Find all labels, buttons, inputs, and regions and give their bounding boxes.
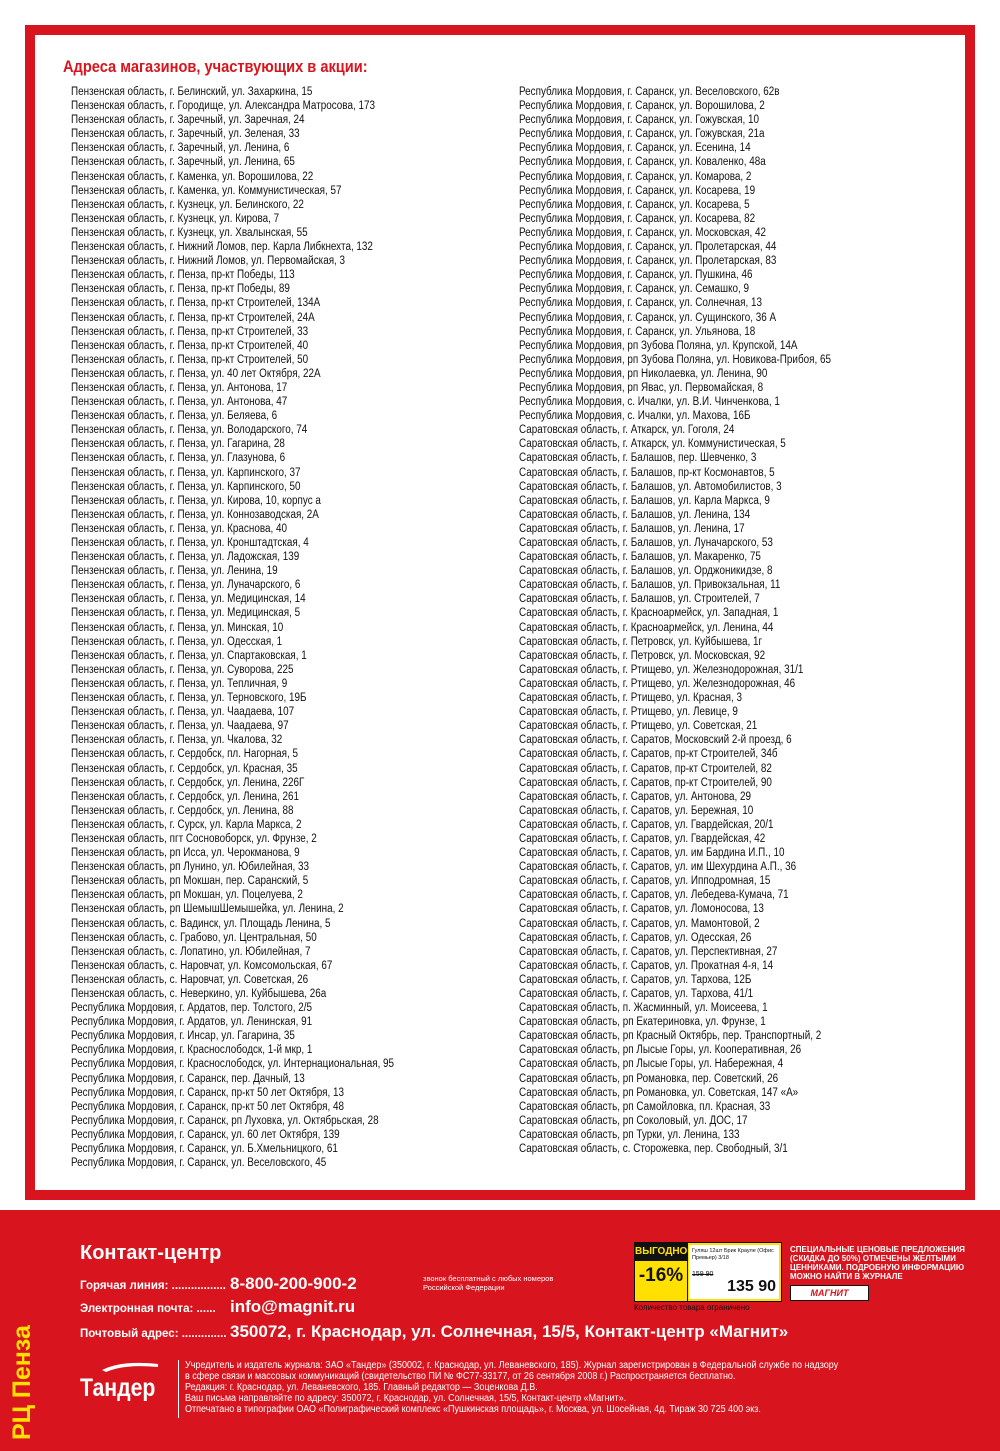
address-item: Пензенская область, г. Пенза, пр-кт Строителей, 33 [71, 325, 309, 338]
address-item: Пензенская область, г. Заречный, ул. Ленина, 65 [71, 156, 295, 169]
address-item: Пензенская область, г. Пенза, ул. Глазунова, 6 [71, 452, 286, 465]
address-item: Пензенская область, г. Пенза, ул. 40 лет Октября, 22А [71, 367, 321, 380]
address-item: Республика Мордовия, г. Ардатов, пер. Толстого, 2/5 [71, 1002, 313, 1015]
address-item: Пензенская область, г. Каменка, ул. Коммунистическая, 57 [71, 184, 342, 197]
address-item: Пензенская область, г. Сердобск, пл. Нагорная, 5 [71, 748, 299, 761]
address-item: Саратовская область, г. Саратов, Московский 2-й проезд, 6 [519, 734, 792, 747]
address-item: Пензенская область, г. Пенза, ул. Тепличная, 9 [71, 677, 288, 690]
address-item: Республика Мордовия, рп Зубова Поляна, ул. Новикова-Прибоя, 65 [519, 353, 831, 366]
promo-badge [635, 1243, 688, 1301]
address-item: Саратовская область, рп Романовка, ул. Советская, 147 «А» [519, 1086, 799, 1099]
address-item: Пензенская область, г. Городище, ул. Александра Матросова, 173 [71, 100, 375, 113]
address-item: Саратовская область, г. Саратов, ул. Тархова, 41/1 [519, 988, 754, 1000]
address-list-left [71, 85, 447, 1170]
special-offers [790, 1245, 970, 1281]
address-item: Республика Мордовия, г. Саранск, пр-кт 50 лет Октября, 48 [71, 1100, 344, 1113]
address-item: Саратовская область, г. Саратов, ул. Лебедева-Кумача, 71 [519, 889, 789, 902]
address-item: Пензенская область, с. Неверкино, ул. Куйбышева, 26а [71, 988, 327, 1000]
address-item: Саратовская область, г. Саратов, пр-кт Строителей, 90 [519, 776, 772, 789]
address-item: Республика Мордовия, г. Саранск, пер. Дачный, 13 [71, 1072, 305, 1085]
address-item: Саратовская область, г. Ртищево, ул. Левице, 9 [519, 706, 738, 719]
footer [0, 1210, 1000, 1451]
address-item: Пензенская область, г. Каменка, ул. Ворошилова, 22 [71, 170, 314, 183]
footer-divider [178, 1360, 179, 1418]
promo-discount: -16% [638, 1265, 684, 1286]
address-item: Саратовская область, г. Саратов, ул. Тархова, 12Б [519, 973, 752, 986]
address-item: Саратовская область, г. Ртищево, ул. Железнодорожная, 46 [519, 677, 796, 690]
address-item: Пензенская область, г. Пенза, ул. Беляева, 6 [71, 410, 278, 423]
address-item: Саратовская область, г. Саратов, ул. Гвардейская, 42 [519, 832, 766, 845]
address-item: Республика Мордовия, г. Саранск, ул. Пролетарская, 83 [519, 255, 777, 268]
address-item: Пензенская область, г. Кузнецк, ул. Кирова, 7 [71, 212, 280, 225]
address-item: Саратовская область, рп Самойловка, пл. Красная, 33 [519, 1100, 771, 1113]
address-item: Пензенская область, г. Сердобск, ул. Ленина, 261 [71, 790, 300, 803]
address-item: Саратовская область, г. Саратов, ул. Перспективная, 27 [519, 945, 778, 958]
address-item: Пензенская область, г. Пенза, ул. Чаадаева, 97 [71, 720, 289, 733]
hotline-row [80, 1274, 357, 1294]
address-item: Пензенская область, г. Заречный, ул. Зеленая, 33 [71, 128, 300, 141]
address-item: Саратовская область, рп Лысые Горы, ул. Кооперативная, 26 [519, 1044, 802, 1057]
address-item: Пензенская область, г. Пенза, ул. Ленина, 19 [71, 565, 278, 578]
special-offers-text: СПЕЦИАЛЬНЫЕ ЦЕНОВЫЕ ПРЕДЛОЖЕНИЯ (СКИДКА ДО 50%) ОТМЕЧЕНЫ ЖЕЛТЫМИ ЦЕННИКАМИ. ПОДРОБНУЮ ИНФОРМАЦИЮ МОЖНО НАЙТИ В ЖУРНАЛЕ [790, 1245, 965, 1281]
address-item: Республика Мордовия, г. Саранск, ул. Солнечная, 13 [519, 297, 763, 310]
address-item: Пензенская область, г. Пенза, ул. Кронштадтская, 4 [71, 537, 309, 549]
address-item: Пензенская область, г. Заречный, ул. Заречная, 24 [71, 114, 305, 127]
email-row [80, 1297, 355, 1317]
address-item: Саратовская область, г. Ртищево, ул. Железнодорожная, 31/1 [519, 663, 804, 676]
address-item: Пензенская область, г. Кузнецк, ул. Хвалынская, 55 [71, 226, 308, 239]
promo-note: Количество товара ограничено [634, 1303, 750, 1312]
address-item: Республика Мордовия, г. Саранск, рп Луховка, ул. Октябрьская, 28 [71, 1114, 379, 1127]
address-item: Саратовская область, г. Ртищево, ул. Красная, 3 [519, 692, 743, 705]
address-item: Республика Мордовия, г. Саранск, ул. Ворошилова, 2 [519, 100, 765, 113]
address-item: Пензенская область, рп Исса, ул. Черокманова, 9 [71, 847, 300, 860]
address-item: Саратовская область, г. Ртищево, ул. Советская, 21 [519, 720, 758, 733]
address-item: Пензенская область, г. Пенза, ул. Антонова, 17 [71, 381, 288, 394]
address-item: Пензенская область, г. Заречный, ул. Ленина, 6 [71, 142, 290, 155]
address-item: Саратовская область, г. Балашов, ул. Луначарского, 53 [519, 537, 773, 549]
address-item: Саратовская область, г. Аткарск, ул. Коммунистическая, 5 [519, 438, 786, 451]
address-item: Саратовская область, г. Саратов, ул. Прокатная 4-я, 14 [519, 959, 774, 972]
address-item: Пензенская область, г. Пенза, ул. Ладожская, 139 [71, 551, 300, 564]
address-item: Республика Мордовия, г. Саранск, ул. 60 лет Октября, 139 [71, 1128, 340, 1141]
address-item: Республика Мордовия, рп Явас, ул. Первомайская, 8 [519, 381, 764, 394]
address-item: Саратовская область, г. Саратов, ул. им Бардина И.П., 10 [519, 847, 785, 860]
address-item: Республика Мордовия, г. Саранск, ул. Ульянова, 18 [519, 325, 756, 338]
address-item: Республика Мордовия, г. Саранск, ул. Косарева, 82 [519, 212, 756, 225]
address-item: Пензенская область, г. Пенза, ул. Медицинская, 14 [71, 593, 306, 606]
imprint [185, 1360, 887, 1415]
address-item: Саратовская область, рп Романовка, пер. Советский, 26 [519, 1072, 779, 1085]
email-label: Электронная почта: ...... [80, 1303, 216, 1315]
address-item: Республика Мордовия, г. Саранск, ул. Б.Хмельницкого, 61 [71, 1143, 338, 1156]
address-item: Пензенская область, г. Пенза, пр-кт Победы, 89 [71, 283, 290, 296]
address-item: Пензенская область, г. Пенза, ул. Кирова, 10, корпус а [71, 494, 321, 507]
address-item: Пензенская область, г. Пенза, ул. Карпинского, 50 [71, 480, 301, 493]
address-item: Республика Мордовия, г. Саранск, пр-кт 50 лет Октября, 13 [71, 1086, 344, 1099]
address-item: Пензенская область, г. Пенза, ул. Володарского, 74 [71, 424, 308, 437]
address-item: Пензенская область, пгт Сосновоборск, ул. Фрунзе, 2 [71, 832, 317, 845]
email-link[interactable]: info@magnit.ru [230, 1297, 356, 1316]
postal-label: Почтовый адрес: .............. [80, 1328, 227, 1340]
address-item: Саратовская область, г. Балашов, пер. Шевченко, 3 [519, 452, 757, 465]
address-item: Республика Мордовия, г. Саранск, ул. Московская, 42 [519, 226, 766, 239]
address-item: Саратовская область, г. Красноармейск, ул. Западная, 1 [519, 607, 779, 620]
address-item: Республика Мордовия, г. Краснослободск, ул. Интернациональная, 95 [71, 1058, 395, 1071]
address-item: Саратовская область, г. Саратов, ул. Бережная, 10 [519, 804, 754, 817]
promo-badge-label: ВЫГОДНО [635, 1243, 687, 1261]
address-item: Пензенская область, г. Пенза, пр-кт Победы, 113 [71, 269, 295, 282]
address-item: Республика Мордовия, г. Саранск, ул. Косарева, 19 [519, 184, 756, 197]
address-item: Республика Мордовия, г. Саранск, ул. Гожувская, 10 [519, 114, 759, 127]
imprint-line: Отпечатано в типографии ОАО «Полиграфический комплекс «Пушкинская площадь», г. Москва, ул. Шосейная, 4д. Тираж 30 725 400 экз. [185, 1404, 761, 1415]
address-item: Пензенская область, г. Пенза, ул. Коннозаводская, 2А [71, 508, 319, 521]
address-item: Пензенская область, г. Пенза, ул. Карпинского, 37 [71, 466, 301, 479]
address-item: Республика Мордовия, г. Краснослободск, 1-й мкр, 1 [71, 1044, 313, 1057]
promo-tag-body [689, 1245, 779, 1299]
hotline-note: звонок бесплатный с любых номеров Российской Федерации [423, 1274, 554, 1292]
address-item: Саратовская область, г. Саратов, пр-кт Строителей, 34б [519, 748, 778, 761]
address-item: Республика Мордовия, рп Зубова Поляна, ул. Крупской, 14А [519, 339, 798, 352]
address-item: Пензенская область, с. Наровчат, ул. Советская, 26 [71, 973, 309, 986]
red-border-frame [25, 25, 975, 1200]
address-item: Пензенская область, рп Мокшан, ул. Поцелуева, 2 [71, 889, 303, 902]
address-item: Пензенская область, г. Сердобск, ул. Красная, 35 [71, 762, 298, 775]
address-list-right [519, 85, 882, 1156]
address-item: Пензенская область, рп Мокшан, пер. Саранский, 5 [71, 875, 309, 888]
address-item: Саратовская область, г. Саратов, ул. Гвардейская, 20/1 [519, 818, 774, 831]
address-item: Пензенская область, г. Нижний Ломов, ул. Первомайская, 3 [71, 255, 346, 268]
address-item: Саратовская область, г. Балашов, ул. Карла Маркса, 9 [519, 494, 770, 507]
address-item: Саратовская область, г. Балашов, ул. Ленина, 134 [519, 508, 751, 521]
address-item: Пензенская область, с. Грабово, ул. Центральная, 50 [71, 931, 317, 944]
tander-logo-text: Тандер [80, 1374, 156, 1402]
address-item: Пензенская область, г. Пенза, ул. Луначарского, 6 [71, 579, 301, 592]
address-item: Саратовская область, г. Балашов, ул. Орджоникидзе, 8 [519, 565, 773, 578]
hotline-phone[interactable]: 8-800-200-900-2 [230, 1274, 357, 1293]
address-item: Республика Мордовия, г. Саранск, ул. Гожувская, 21а [519, 128, 765, 141]
address-item: Саратовская область, г. Красноармейск, ул. Ленина, 44 [519, 621, 774, 634]
address-item: Саратовская область, с. Сторожевка, пер. Свободный, 3/1 [519, 1143, 788, 1156]
address-item: Саратовская область, г. Балашов, ул. Привокзальная, 11 [519, 579, 781, 592]
address-item: Саратовская область, г. Балашов, ул. Строителей, 7 [519, 593, 760, 606]
address-item: Саратовская область, рп Турки, ул. Ленина, 133 [519, 1128, 740, 1141]
address-item: Республика Мордовия, г. Саранск, ул. Есенина, 14 [519, 142, 751, 155]
address-item: Республика Мордовия, г. Саранск, ул. Косарева, 5 [519, 198, 750, 211]
imprint-line: Редакция: г. Краснодар, ул. Леваневского, 185. Главный редактор — Зоценкова Д.В. [185, 1382, 538, 1393]
address-item: Пензенская область, г. Пенза, ул. Гагарина, 28 [71, 438, 285, 451]
address-item: Пензенская область, г. Белинский, ул. Захаркина, 15 [71, 86, 313, 98]
address-item: Пензенская область, г. Сурск, ул. Карла Маркса, 2 [71, 818, 302, 831]
address-item: Пензенская область, г. Пенза, пр-кт Строителей, 134А [71, 297, 321, 310]
address-item: Саратовская область, г. Балашов, ул. Макаренко, 75 [519, 551, 761, 564]
address-item: Саратовская область, г. Саратов, ул. Мамонтовой, 2 [519, 917, 760, 930]
address-item: Пензенская область, с. Наровчат, ул. Комсомольская, 67 [71, 959, 333, 972]
address-item: Саратовская область, г. Саратов, ул. Ломоносова, 13 [519, 903, 764, 916]
address-item: Пензенская область, г. Пенза, пр-кт Строителей, 40 [71, 339, 309, 352]
address-item: Саратовская область, г. Саратов, ул. Одесская, 26 [519, 931, 752, 944]
address-item: Пензенская область, г. Кузнецк, ул. Белинского, 22 [71, 198, 304, 211]
imprint-line: Ваш письма направляйте по адресу: 350072, г. Краснодар, ул. Солнечная, 15/5, Контакт-центр «Магнит». [185, 1393, 627, 1404]
address-item: Республика Мордовия, г. Саранск, ул. Пролетарская, 44 [519, 241, 777, 254]
address-panel [35, 35, 965, 1190]
imprint-line: в сфере связи и массовых коммуникаций (свидетельство ПИ № ФС77-33177, от 26 сентября 2008 г.) Распространяется бесплатно. [185, 1371, 736, 1382]
address-item: Пензенская область, рп ШемышШемышейка, ул. Ленина, 2 [71, 903, 344, 916]
address-item: Саратовская область, рп Екатериновка, ул. Фрунзе, 1 [519, 1016, 766, 1029]
address-item: Республика Мордовия, г. Саранск, ул. Комарова, 2 [519, 170, 752, 183]
address-item: Саратовская область, рп Красный Октябрь, пер. Транспортный, 2 [519, 1030, 822, 1043]
address-item: Пензенская область, г. Пенза, ул. Антонова, 47 [71, 396, 288, 409]
address-item: Пензенская область, г. Сердобск, ул. Ленина, 88 [71, 804, 294, 817]
promo-price-tag [634, 1242, 782, 1302]
address-item: Пензенская область, г. Пенза, ул. Чкалова, 32 [71, 734, 283, 747]
address-item: Пензенская область, г. Пенза, ул. Чаадаева, 107 [71, 706, 295, 719]
promo-old-price: 159 90 [692, 1271, 714, 1278]
address-item: Республика Мордовия, с. Ичалки, ул. В.И. Чинченкова, 1 [519, 396, 780, 409]
address-item: Саратовская область, г. Саратов, ул. им Шехурдина А.П., 36 [519, 861, 797, 874]
address-item: Пензенская область, с. Вадинск, ул. Площадь Ленина, 5 [71, 917, 331, 930]
address-item: Республика Мордовия, г. Саранск, ул. Веселовского, 45 [71, 1157, 327, 1170]
address-item: Республика Мордовия, г. Саранск, ул. Семашко, 9 [519, 283, 750, 296]
address-item: Саратовская область, г. Балашов, пр-кт Космонавтов, 5 [519, 466, 775, 479]
address-item: Саратовская область, п. Жасминный, ул. Моисеева, 1 [519, 1002, 768, 1015]
address-item: Саратовская область, г. Балашов, ул. Ленина, 17 [519, 522, 745, 535]
address-item: Саратовская область, г. Саратов, ул. Ипподромная, 15 [519, 875, 771, 888]
address-item: Республика Мордовия, рп Николаевка, ул. Ленина, 90 [519, 367, 768, 380]
address-item: Пензенская область, г. Пенза, ул. Терновского, 19Б [71, 692, 307, 705]
address-item: Саратовская область, г. Саратов, ул. Антонова, 29 [519, 790, 751, 803]
address-item: Пензенская область, г. Пенза, пр-кт Строителей, 50 [71, 353, 309, 366]
magnit-logo: МАГНИТ [790, 1285, 869, 1301]
address-item: Пензенская область, г. Пенза, ул. Минская, 10 [71, 621, 284, 634]
address-item: Пензенская область, с. Лопатино, ул. Юбилейная, 7 [71, 945, 311, 958]
contact-center-title: Контакт-центр [80, 1242, 222, 1264]
address-item: Пензенская область, г. Сердобск, ул. Ленина, 226Г [71, 776, 305, 789]
address-item: Пензенская область, г. Пенза, пр-кт Строителей, 24А [71, 311, 315, 324]
address-item: Пензенская область, г. Пенза, ул. Суворова, 225 [71, 663, 294, 676]
address-item: Саратовская область, г. Петровск, ул. Куйбышева, 1г [519, 635, 763, 648]
page-title: Адреса магазинов, участвующих в акции: [63, 57, 368, 76]
address-item: Пензенская область, г. Пенза, ул. Одесская, 1 [71, 635, 283, 648]
address-item: Саратовская область, рп Лысые Горы, ул. Набережная, 4 [519, 1058, 784, 1071]
address-item: Республика Мордовия, с. Ичалки, ул. Махова, 16Б [519, 410, 751, 423]
address-item: Республика Мордовия, г. Саранск, ул. Сущинского, 36 А [519, 311, 777, 324]
hotline-label: Горячая линия: ................. [80, 1280, 226, 1292]
region-label: РЦ Пенза [8, 1325, 36, 1440]
address-item: Республика Мордовия, г. Ардатов, ул. Ленинская, 91 [71, 1016, 313, 1029]
address-item: Республика Мордовия, г. Саранск, ул. Веселовского, 62в [519, 86, 780, 98]
address-item: Республика Мордовия, г. Инсар, ул. Гагарина, 35 [71, 1030, 295, 1043]
postal-address: 350072, г. Краснодар, ул. Солнечная, 15/5, Контакт-центр «Магнит» [230, 1322, 789, 1341]
address-item: Саратовская область, г. Петровск, ул. Московская, 92 [519, 649, 766, 662]
address-item: Пензенская область, г. Пенза, ул. Краснова, 40 [71, 522, 287, 535]
address-item: Саратовская область, г. Балашов, ул. Автомобилистов, 3 [519, 480, 782, 493]
address-item: Республика Мордовия, г. Саранск, ул. Коваленко, 48а [519, 156, 766, 169]
imprint-line: Учредитель и издатель журнала: ЗАО «Тандер» (350002, г. Краснодар, ул. Леваневского, 185). Журнал зарегистрирован в Федеральной службе по надзору [185, 1360, 839, 1371]
address-item: Саратовская область, г. Саратов, пр-кт Строителей, 82 [519, 762, 772, 775]
promo-new-price: 135 90 [727, 1278, 776, 1295]
address-item: Республика Мордовия, г. Саранск, ул. Пушкина, 46 [519, 269, 753, 282]
tander-logo [80, 1362, 158, 1412]
tander-swoosh-icon [102, 1362, 158, 1372]
address-item: Саратовская область, г. Аткарск, ул. Гоголя, 24 [519, 424, 735, 437]
promo-product-name: Гуляш 12шт Брик Крауле (Офис Премьер) 3/18 [692, 1248, 774, 1261]
address-item: Пензенская область, г. Пенза, ул. Спартаковская, 1 [71, 649, 307, 662]
address-item: Пензенская область, рп Лунино, ул. Юбилейная, 33 [71, 861, 310, 874]
address-item: Саратовская область, рп Соколовый, ул. ДОС, 17 [519, 1114, 748, 1127]
address-item: Пензенская область, г. Нижний Ломов, пер. Карла Либкнехта, 132 [71, 241, 373, 254]
address-item: Пензенская область, г. Пенза, ул. Медицинская, 5 [71, 607, 301, 620]
postal-row [80, 1322, 788, 1342]
